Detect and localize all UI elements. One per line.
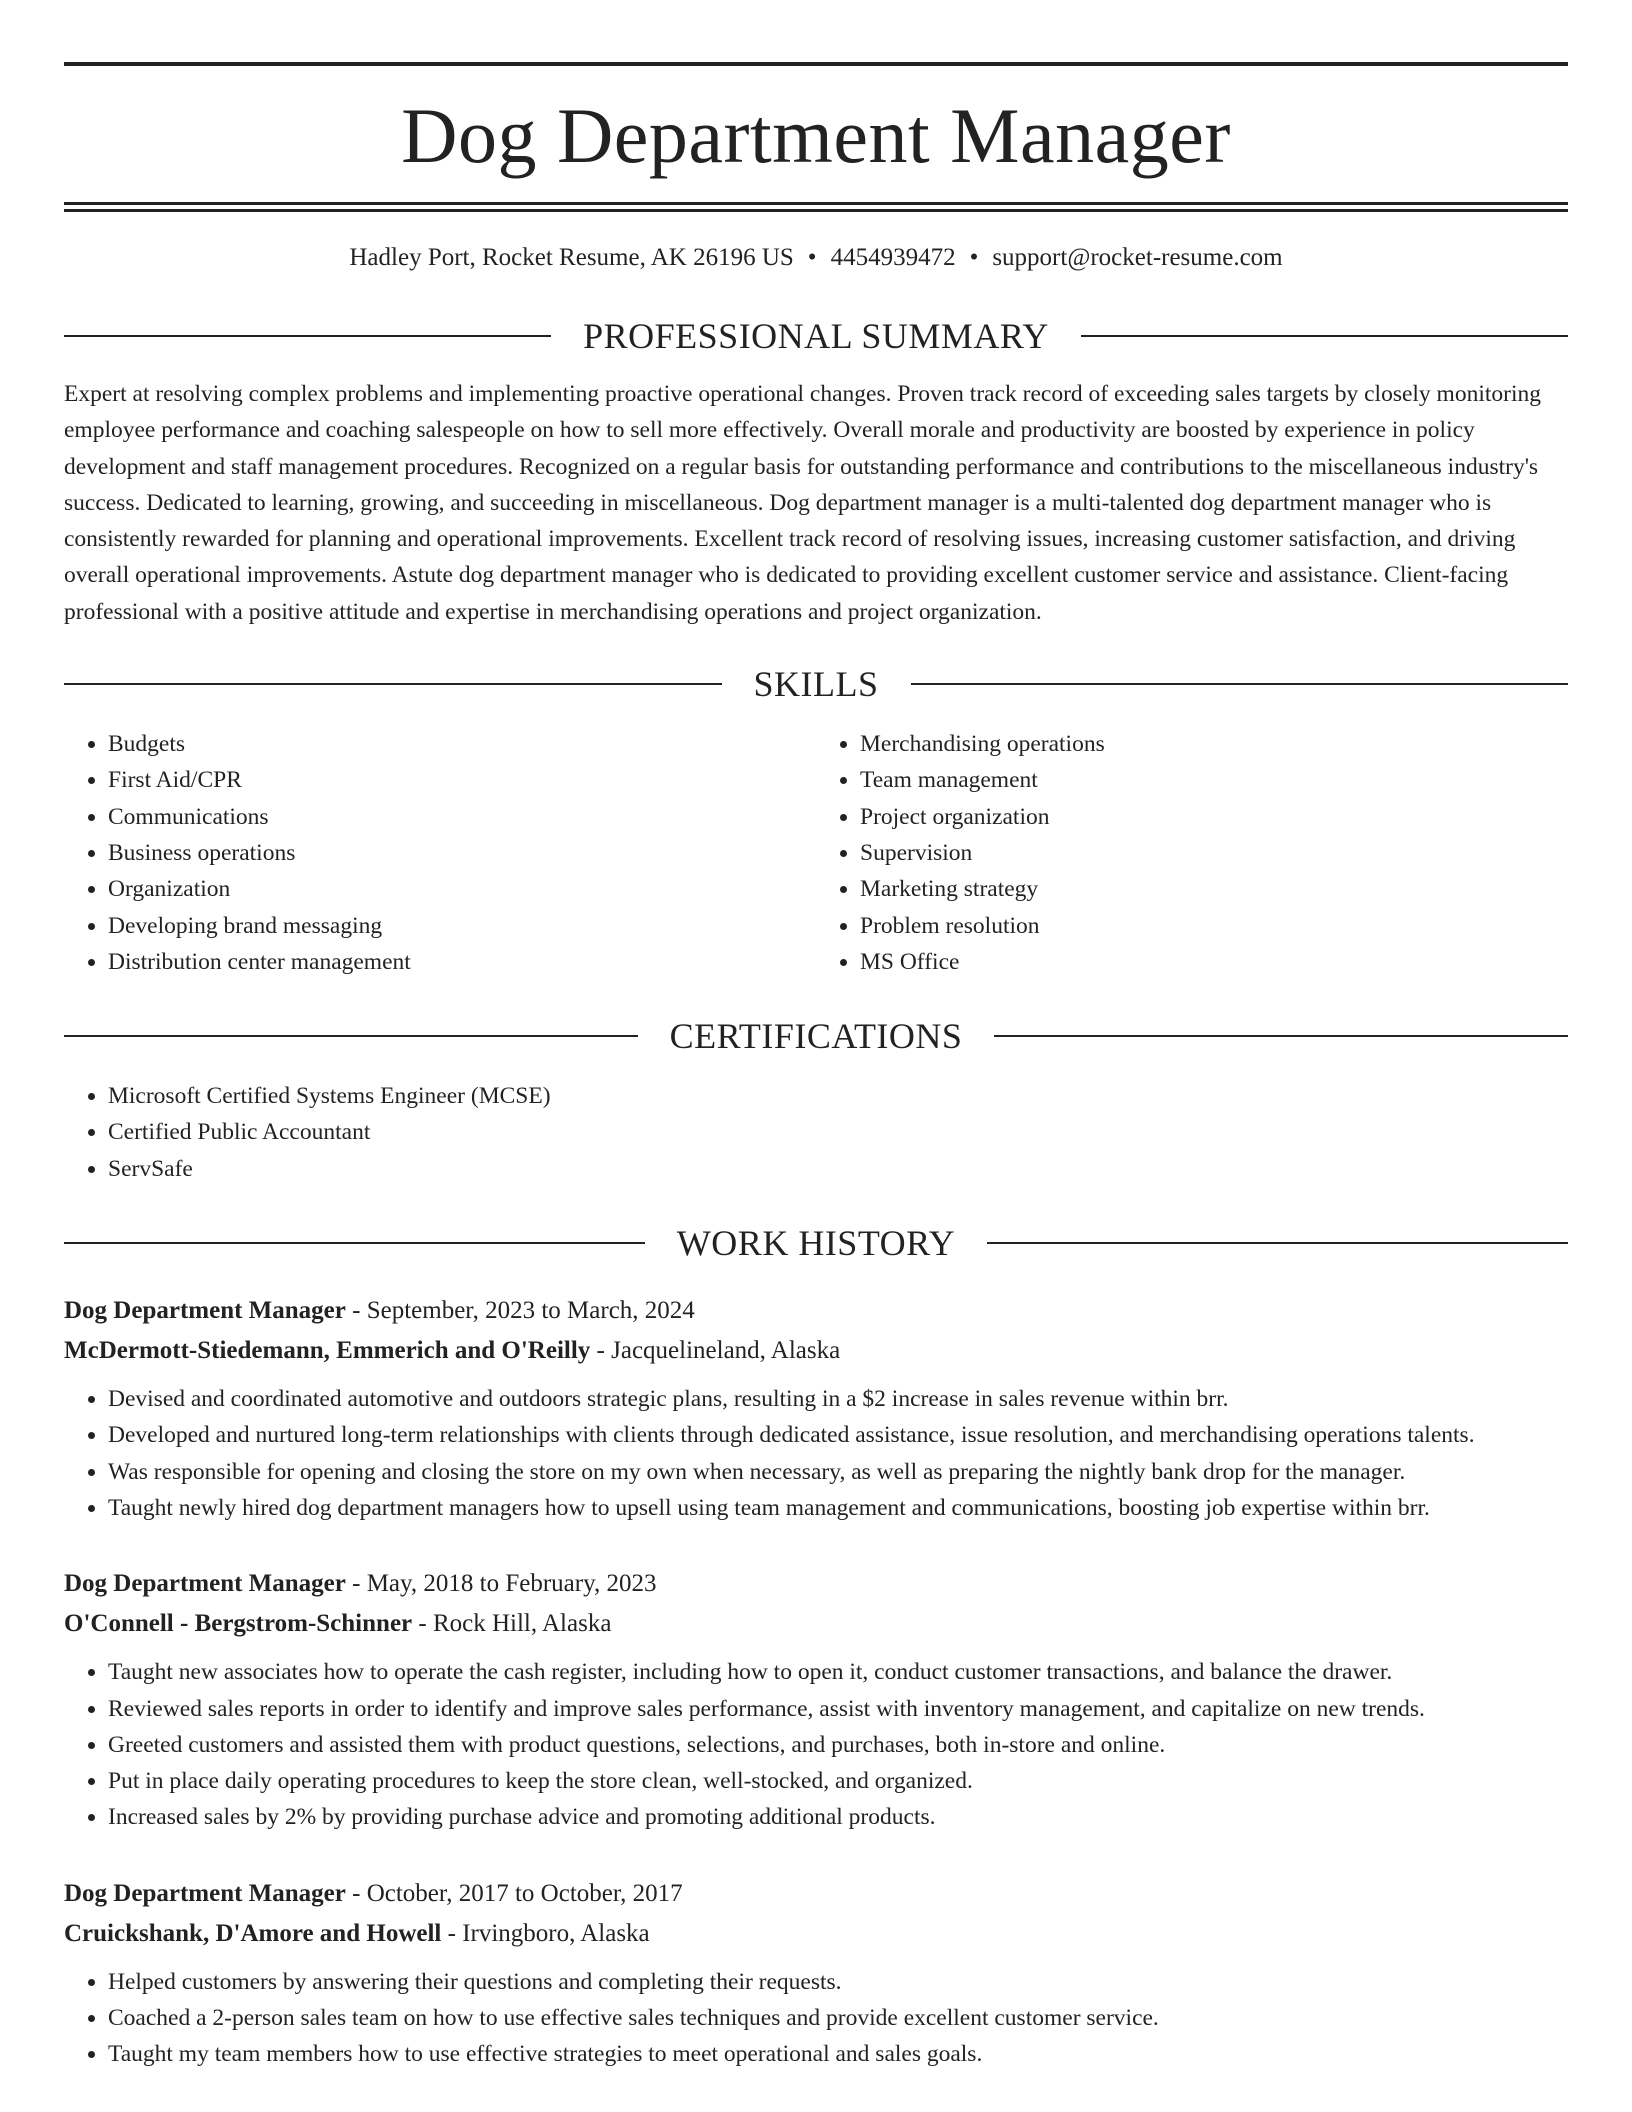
job-dash: -	[345, 1297, 367, 1325]
skill-item: • MS Office	[860, 944, 1568, 980]
job-dash: -	[412, 1610, 433, 1638]
resume-title: Dog Department Manager	[401, 92, 1231, 179]
section-heading-certifications	[64, 1016, 1568, 1057]
section-title: WORK HISTORY	[676, 1223, 956, 1264]
job-bullet: • Put in place daily operating procedures to keep the store clean, well-stocked, and organized.	[108, 1763, 1568, 1799]
job-role: Dog Department Manager	[64, 1297, 346, 1325]
job-bullet: • Increased sales by 2% by providing purchase advice and promoting additional products.	[108, 1799, 1568, 1835]
job-dates: May, 2018 to February, 2023	[366, 1570, 657, 1598]
skill-item: • Distribution center management	[108, 944, 816, 980]
contact-email: support@rocket-resume.com	[992, 244, 1283, 271]
section-heading-work-history	[64, 1223, 1568, 1264]
contact-address: Hadley Port, Rocket Resume, AK 26196 US	[349, 244, 794, 271]
skill-item: • Communications	[108, 799, 816, 835]
section-title: CERTIFICATIONS	[669, 1016, 963, 1057]
job-bullet: • Reviewed sales reports in order to identify and improve sales performance, assist with inventory management, and capitalize on new trends.	[108, 1691, 1568, 1727]
job-location: Jacquelineland, Alaska	[611, 1337, 841, 1365]
skill-item: • Developing brand messaging	[108, 908, 816, 944]
job-entry	[64, 1564, 1568, 1835]
section-title: PROFESSIONAL SUMMARY	[583, 316, 1049, 356]
skill-item: • Organization	[108, 871, 816, 907]
top-rule	[64, 62, 1568, 66]
job-role-line	[64, 1874, 1568, 1914]
section-heading-summary	[64, 318, 1568, 354]
job-role-line	[64, 1291, 1568, 1331]
certification-item: • Certified Public Accountant	[108, 1114, 1568, 1150]
job-bullet: • Taught my team members how to use effective strategies to meet operational and sales goals.	[108, 2036, 1568, 2072]
skill-item: • Team management	[860, 762, 1568, 798]
contact-phone: 4454939472	[830, 244, 956, 271]
job-company: O'Connell - Bergstrom-Schinner	[64, 1610, 413, 1638]
job-bullets	[64, 1381, 1568, 1526]
job-location: Irvingboro, Alaska	[462, 1919, 650, 1947]
job-company-line	[64, 1604, 1568, 1644]
job-company: McDermott-Stiedemann, Emmerich and O'Reilly	[64, 1337, 591, 1365]
job-bullet: • Taught newly hired dog department managers how to upsell using team management and communications, boosting job expertise within brr.	[108, 1490, 1568, 1526]
job-dash: -	[441, 1919, 463, 1947]
job-location: Rock Hill, Alaska	[432, 1610, 612, 1638]
contact-separator: •	[969, 244, 979, 271]
job-dates: September, 2023 to March, 2024	[366, 1297, 695, 1325]
job-company-line	[64, 1331, 1568, 1371]
skill-item: • Budgets	[108, 726, 816, 762]
job-role: Dog Department Manager	[64, 1570, 346, 1598]
skill-item: • Project organization	[860, 799, 1568, 835]
job-bullet: • Taught new associates how to operate the cash register, including how to open it, conduct customer transactions, and balance the drawer.	[108, 1654, 1568, 1690]
job-dash: -	[345, 1879, 367, 1907]
job-bullets	[64, 1964, 1568, 2073]
job-dash: -	[345, 1570, 367, 1598]
job-entry	[64, 1291, 1568, 1526]
job-bullet: • Devised and coordinated automotive and outdoors strategic plans, resulting in a $2 increase in sales revenue within brr.	[108, 1381, 1568, 1417]
skill-item: • Merchandising operations	[860, 726, 1568, 762]
skills-list-right	[816, 726, 1568, 980]
skill-item: • Marketing strategy	[860, 871, 1568, 907]
contact-line	[64, 242, 1568, 274]
job-company-line	[64, 1914, 1568, 1954]
job-dates: October, 2017 to October, 2017	[366, 1879, 683, 1907]
job-bullet: • Helped customers by answering their questions and completing their requests.	[108, 1964, 1568, 2000]
skills-grid	[64, 726, 1568, 980]
job-bullet: • Coached a 2-person sales team on how to use effective sales techniques and provide excellent customer service.	[108, 2000, 1568, 2036]
job-role: Dog Department Manager	[64, 1879, 346, 1907]
skills-list-left	[64, 726, 816, 980]
job-bullet: • Greeted customers and assisted them with product questions, selections, and purchases, both in-store and online.	[108, 1727, 1568, 1763]
job-company: Cruickshank, D'Amore and Howell	[64, 1919, 442, 1947]
job-bullet: • Was responsible for opening and closing the store on my own when necessary, as well as preparing the nightly bank drop for the manager.	[108, 1454, 1568, 1490]
section-title: SKILLS	[753, 664, 879, 705]
skill-item: • Problem resolution	[860, 908, 1568, 944]
skill-item: • Supervision	[860, 835, 1568, 871]
certification-item: • Microsoft Certified Systems Engineer (MCSE)	[108, 1078, 1568, 1114]
job-bullet: • Developed and nurtured long-term relationships with clients through dedicated assistance, issue resolution, and merchandising operations talents.	[108, 1417, 1568, 1453]
certification-item: • ServSafe	[108, 1151, 1568, 1187]
skill-item: • First Aid/CPR	[108, 762, 816, 798]
job-bullets	[64, 1654, 1568, 1835]
skill-item: • Business operations	[108, 835, 816, 871]
summary-paragraph: Expert at resolving complex problems and implementing proactive operational changes. Proven track record of exceeding sales targets by closely monitoring employee performance and coaching salespeople on how to sell more effectively. Overall morale and productivity are boosted by experience in policy development and staff management procedures. Recognized on a regular basis for outstanding performance and contributions to the miscellaneous industry's success. Dedicated to learning, growing, and succeeding in miscellaneous. Dog department manager is a multi-talented dog department manager who is consistently rewarded for planning and operational improvements. Excellent track record of resolving issues, increasing customer satisfaction, and driving overall operational improvements. Astute dog department manager who is dedicated to providing excellent customer service and assistance. Client-facing professional with a positive attitude and expertise in merchandising operations and project organization.	[64, 381, 1542, 625]
job-role-line	[64, 1564, 1568, 1604]
job-dash: -	[590, 1337, 612, 1365]
section-heading-skills	[64, 664, 1568, 705]
job-entry	[64, 1874, 1568, 2073]
contact-separator: •	[807, 244, 817, 271]
certifications-list	[64, 1078, 1568, 1187]
title-double-rule	[64, 202, 1568, 212]
